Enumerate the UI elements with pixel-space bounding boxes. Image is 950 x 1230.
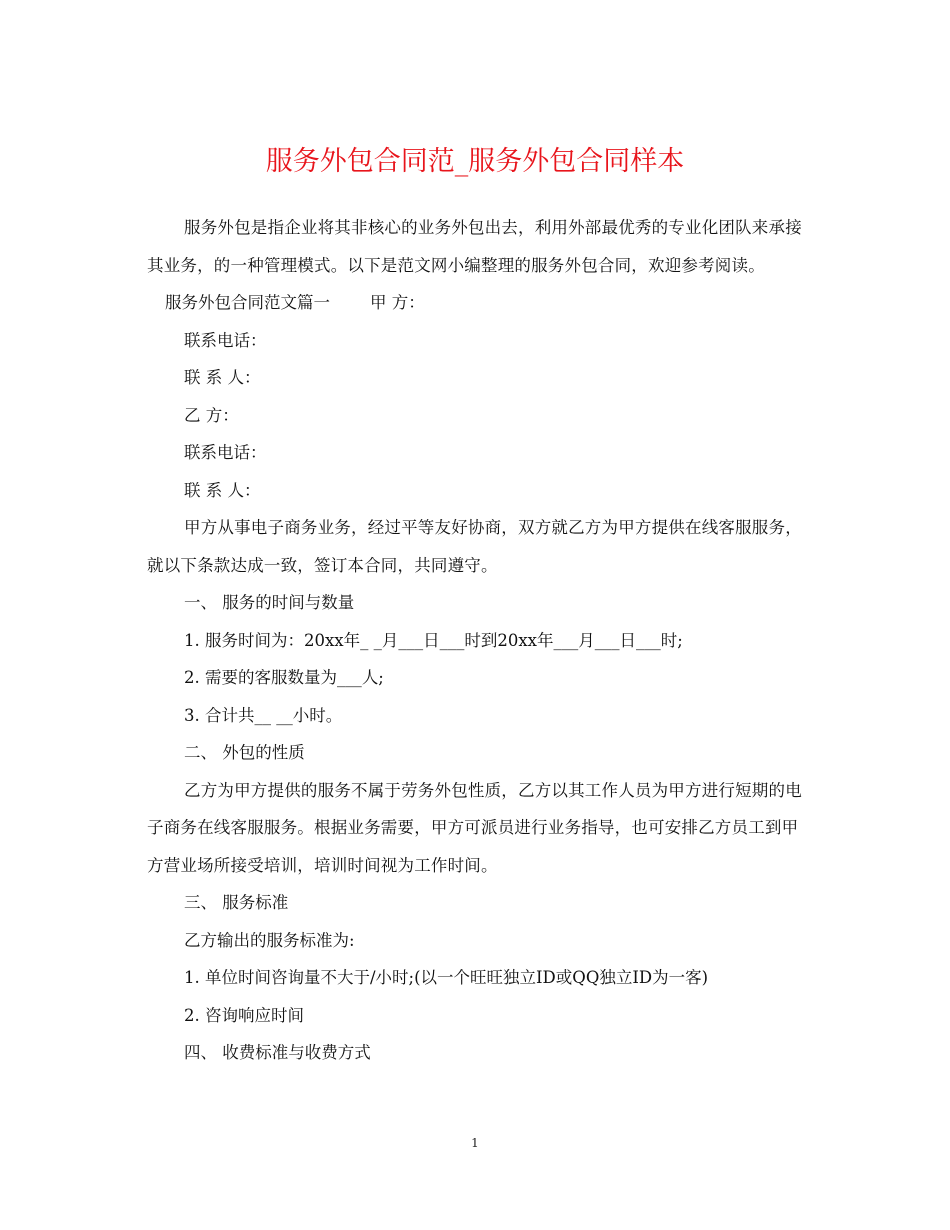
clause2-title: 二、 外包的性质 (184, 743, 305, 762)
clause4-title: 四、 收费标准与收费方式 (184, 1043, 371, 1062)
party-b-label: 乙 方： (184, 405, 239, 425)
party-b-phone: 联系电话： (184, 443, 267, 462)
page-number: 1 (471, 1136, 479, 1150)
document-body (147, 209, 803, 1072)
clause2-paragraph: 乙方为甲方提供的服务不属于劳务外包性质，乙方以其工作人员为甲方进行短期的电子商务在线客服服务。根据业务需要，甲方可派员进行业务指导，也可安排乙方员工到甲方营业场所接受培训，培训时间视为工作时间。 (147, 780, 802, 875)
intro-paragraph: 服务外包是指企业将其非核心的业务外包出去，利用外部最优秀的专业化团队来承接其业务，的一种管理模式。以下是范文网小编整理的服务外包合同，欢迎参考阅读。 (147, 218, 802, 275)
document-title: 服务外包合同范_服务外包合同样本 (265, 146, 685, 177)
clause1-item1: 1. 服务时间为：20xx年_ _月___日___时到20xx年___月___日___时; (184, 630, 683, 650)
section-heading: 服务外包合同范文篇一 (165, 293, 330, 312)
clause3-item1: 1. 单位时间咨询量不大于/小时;(以一个旺旺独立ID或QQ独立ID为一客) (184, 968, 709, 987)
clause3-intro: 乙方输出的服务标准为: (184, 930, 355, 950)
section-heading-line (147, 284, 803, 322)
preamble-paragraph: 甲方从事电子商务业务，经过平等友好协商，双方就乙方为甲方提供在线客服服务，就以下条款达成一致，签订本合同，共同遵守。 (147, 518, 802, 575)
clause1-title: 一、 服务的时间与数量 (184, 593, 355, 612)
clause3-title: 三、 服务标准 (184, 893, 289, 912)
party-b-contact: 联 系 人： (184, 480, 261, 500)
party-a-label: 甲 方： (370, 293, 425, 312)
clause1-item3: 3. 合计共__ __小时。 (184, 705, 343, 725)
clause1-item2: 2. 需要的客服数量为___人; (184, 668, 384, 687)
party-a-phone: 联系电话： (184, 330, 267, 350)
clause3-item2: 2. 咨询响应时间 (184, 1005, 304, 1025)
party-a-contact: 联 系 人： (184, 368, 261, 387)
